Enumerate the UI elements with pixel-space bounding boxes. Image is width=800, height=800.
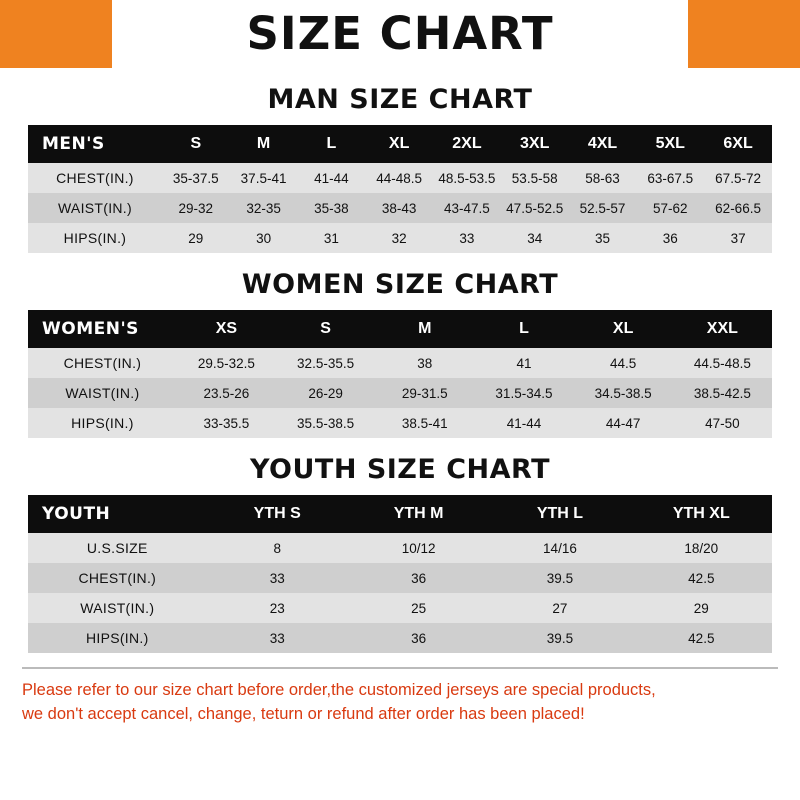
table-cell: 58-63 [569,163,637,193]
row-label: U.S.SIZE [28,533,207,563]
row-label: CHEST(IN.) [28,163,162,193]
column-header: YTH L [489,495,630,533]
table-cell: 8 [207,533,348,563]
table-cell: 32 [365,223,433,253]
table-row [28,593,772,623]
column-header: M [375,310,474,348]
column-header: 6XL [704,125,772,163]
table-cell: 38-43 [365,193,433,223]
table-cell: 35.5-38.5 [276,408,375,438]
table-cell: 39.5 [489,623,630,653]
table-cell: 29 [631,593,772,623]
table-header-row [28,125,772,163]
men-section-title: MAN SIZE CHART [267,84,533,115]
column-header: S [162,125,230,163]
column-header: L [474,310,573,348]
table-header-row [28,495,772,533]
table-cell: 23 [207,593,348,623]
row-label: CHEST(IN.) [28,348,177,378]
table-cell: 41-44 [297,163,365,193]
row-label: CHEST(IN.) [28,563,207,593]
footer-disclaimer [22,667,778,727]
row-label: WAIST(IN.) [28,593,207,623]
women-size-table [28,310,772,438]
column-header: XL [574,310,673,348]
table-cell: 42.5 [631,623,772,653]
row-label: HIPS(IN.) [28,623,207,653]
table-cell: 53.5-58 [501,163,569,193]
column-header: WOMEN'S [28,310,177,348]
table-cell: 33 [433,223,501,253]
column-header: 4XL [569,125,637,163]
column-header: S [276,310,375,348]
column-header: YTH M [348,495,489,533]
table-row [28,563,772,593]
column-header: XXL [673,310,772,348]
column-header: 2XL [433,125,501,163]
youth-size-table [28,495,772,653]
table-cell: 23.5-26 [177,378,276,408]
table-cell: 14/16 [489,533,630,563]
table-cell: 37 [704,223,772,253]
table-cell: 33 [207,623,348,653]
table-cell: 29-31.5 [375,378,474,408]
table-cell: 32-35 [230,193,298,223]
table-cell: 29-32 [162,193,230,223]
table-cell: 29.5-32.5 [177,348,276,378]
table-cell: 52.5-57 [569,193,637,223]
table-row [28,223,772,253]
table-cell: 67.5-72 [704,163,772,193]
column-header: 3XL [501,125,569,163]
table-cell: 41 [474,348,573,378]
table-cell: 39.5 [489,563,630,593]
table-row [28,348,772,378]
column-header: MEN'S [28,125,162,163]
table-cell: 44.5-48.5 [673,348,772,378]
table-header-row [28,310,772,348]
table-cell: 25 [348,593,489,623]
table-cell: 38.5-41 [375,408,474,438]
column-header: XL [365,125,433,163]
table-cell: 42.5 [631,563,772,593]
column-header: YOUTH [28,495,207,533]
table-cell: 38 [375,348,474,378]
table-cell: 36 [636,223,704,253]
table-cell: 35-38 [297,193,365,223]
column-header: XS [177,310,276,348]
table-cell: 26-29 [276,378,375,408]
table-cell: 38.5-42.5 [673,378,772,408]
header-banner [0,0,800,68]
table-cell: 47-50 [673,408,772,438]
women-section-title: WOMEN SIZE CHART [241,269,559,300]
table-cell: 35 [569,223,637,253]
men-size-table [28,125,772,253]
column-header: 5XL [636,125,704,163]
table-cell: 32.5-35.5 [276,348,375,378]
table-cell: 47.5-52.5 [501,193,569,223]
table-row [28,163,772,193]
table-row [28,408,772,438]
page-title: SIZE CHART [246,7,554,60]
table-cell: 36 [348,623,489,653]
table-cell: 18/20 [631,533,772,563]
footer-line-1: Please refer to our size chart before order,the customized jerseys are special products, [22,681,656,699]
table-cell: 41-44 [474,408,573,438]
table-cell: 27 [489,593,630,623]
table-cell: 36 [348,563,489,593]
column-header: L [297,125,365,163]
row-label: WAIST(IN.) [28,378,177,408]
table-cell: 30 [230,223,298,253]
table-row [28,193,772,223]
table-cell: 44.5 [574,348,673,378]
youth-section-title: YOUTH SIZE CHART [249,454,551,485]
table-cell: 63-67.5 [636,163,704,193]
table-row [28,378,772,408]
youth-section [0,454,800,653]
table-cell: 34.5-38.5 [574,378,673,408]
table-cell: 10/12 [348,533,489,563]
table-cell: 48.5-53.5 [433,163,501,193]
table-cell: 43-47.5 [433,193,501,223]
row-label: WAIST(IN.) [28,193,162,223]
table-cell: 35-37.5 [162,163,230,193]
row-label: HIPS(IN.) [28,408,177,438]
table-cell: 37.5-41 [230,163,298,193]
table-cell: 31 [297,223,365,253]
table-row [28,623,772,653]
column-header: YTH S [207,495,348,533]
table-cell: 31.5-34.5 [474,378,573,408]
table-cell: 33-35.5 [177,408,276,438]
column-header: M [230,125,298,163]
table-cell: 44-47 [574,408,673,438]
table-cell: 44-48.5 [365,163,433,193]
men-section [0,84,800,253]
table-cell: 62-66.5 [704,193,772,223]
table-cell: 33 [207,563,348,593]
footer-line-2: we don't accept cancel, change, teturn or refund after order has been placed! [22,704,585,723]
table-cell: 57-62 [636,193,704,223]
table-row [28,533,772,563]
row-label: HIPS(IN.) [28,223,162,253]
table-cell: 29 [162,223,230,253]
table-cell: 34 [501,223,569,253]
column-header: YTH XL [631,495,772,533]
women-section [0,269,800,438]
